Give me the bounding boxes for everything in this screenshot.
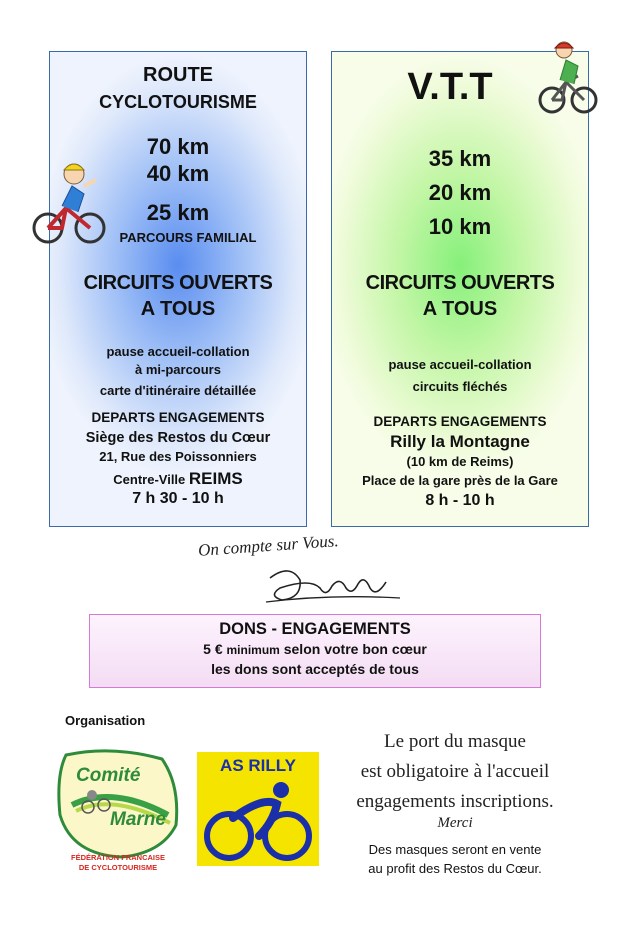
mask-line-2: est obligatoire à l'accueil: [360, 761, 550, 782]
route-place-1: Siège des Restos du Cœur: [85, 430, 271, 446]
signature-text: On compte sur Vous.: [197, 531, 340, 560]
vtt-open-line2: A TOUS: [422, 298, 498, 320]
as-rilly-name: AS RILLY: [220, 756, 296, 775]
donations-panel: [89, 614, 541, 688]
donations-amount: 5 €: [203, 641, 227, 657]
as-rilly-cyclist-icon: [203, 778, 313, 864]
donations-title: DONS - ENGAGEMENTS: [219, 620, 411, 638]
vtt-title: V.T.T: [407, 66, 493, 108]
organisation-label: Organisation: [65, 713, 146, 728]
route-info-3: carte d'itinéraire détaillée: [99, 383, 257, 398]
logo-word-comite: Comité: [76, 765, 141, 786]
route-place-2: 21, Rue des Poissonniers: [99, 449, 257, 464]
donations-line-2: les dons sont acceptés de tous: [211, 661, 419, 677]
route-open-line1: CIRCUITS OUVERTS: [83, 272, 273, 294]
signature-area: [190, 530, 430, 610]
route-subtitle: CYCLOTOURISME: [99, 92, 257, 112]
mask-note-1: Des masques seront en vente: [368, 842, 542, 857]
vtt-distance-35: 35 km: [428, 146, 492, 171]
vtt-info-2: circuits fléchés: [412, 379, 508, 394]
route-family-label: PARCOURS FAMILIAL: [119, 230, 257, 245]
vtt-departs: DEPARTS ENGAGEMENTS: [373, 414, 547, 429]
vtt-place-3: Place de la gare près de la Gare: [362, 473, 558, 488]
mountain-biker-icon: [536, 38, 598, 118]
comite-marne-logo: [52, 745, 184, 875]
route-info-1: pause accueil-collation: [106, 344, 250, 359]
logo-word-marne: Marne: [110, 809, 166, 830]
mask-notice: [330, 727, 580, 817]
route-hours: 7 h 30 - 10 h: [132, 490, 224, 507]
vtt-place-1: Rilly la Montagne: [390, 432, 530, 451]
donations-line-1: [90, 641, 540, 657]
logo-federation-1: FÉDÉRATION FRANCAISE: [70, 853, 166, 862]
route-info-2: à mi-parcours: [135, 362, 221, 377]
mask-note-2: au profit des Restos du Cœur.: [368, 861, 542, 876]
donations-heart: selon votre bon cœur: [279, 641, 427, 657]
route-city: REIMS: [188, 469, 243, 488]
donations-minimum: minimum: [226, 643, 280, 657]
route-distance-40: 40 km: [146, 161, 210, 186]
cyclist-illustration-vtt: [536, 38, 598, 118]
route-departs: DEPARTS ENGAGEMENTS: [91, 410, 265, 425]
vtt-distance-10: 10 km: [428, 214, 492, 239]
route-title: ROUTE: [143, 64, 213, 86]
mask-line-1: Le port du masque: [384, 731, 526, 752]
route-panel: [49, 51, 307, 527]
route-open-line2: A TOUS: [140, 298, 216, 320]
route-place-3-prefix: Centre-Ville: [113, 472, 189, 487]
mask-merci: Merci: [437, 815, 473, 831]
vtt-place-2: (10 km de Reims): [406, 454, 514, 469]
route-distance-70: 70 km: [146, 134, 210, 159]
cyclist-illustration-road: [28, 156, 108, 252]
route-distance-25: 25 km: [146, 200, 210, 225]
as-rilly-logo: [197, 752, 319, 866]
vtt-hours: 8 h - 10 h: [425, 492, 495, 509]
vtt-distance-20: 20 km: [428, 180, 492, 205]
vtt-panel: [331, 51, 589, 527]
vtt-info-1: pause accueil-collation: [388, 357, 532, 372]
handwritten-signature-icon: [260, 558, 410, 608]
route-place-3: [50, 469, 306, 489]
logo-federation-2: DE CYCLOTOURISME: [78, 863, 158, 872]
mask-line-3: engagements inscriptions.: [356, 791, 554, 812]
vtt-open-line1: CIRCUITS OUVERTS: [365, 272, 555, 294]
mask-sale-note: [330, 840, 580, 878]
cyclist-icon: [28, 156, 108, 252]
